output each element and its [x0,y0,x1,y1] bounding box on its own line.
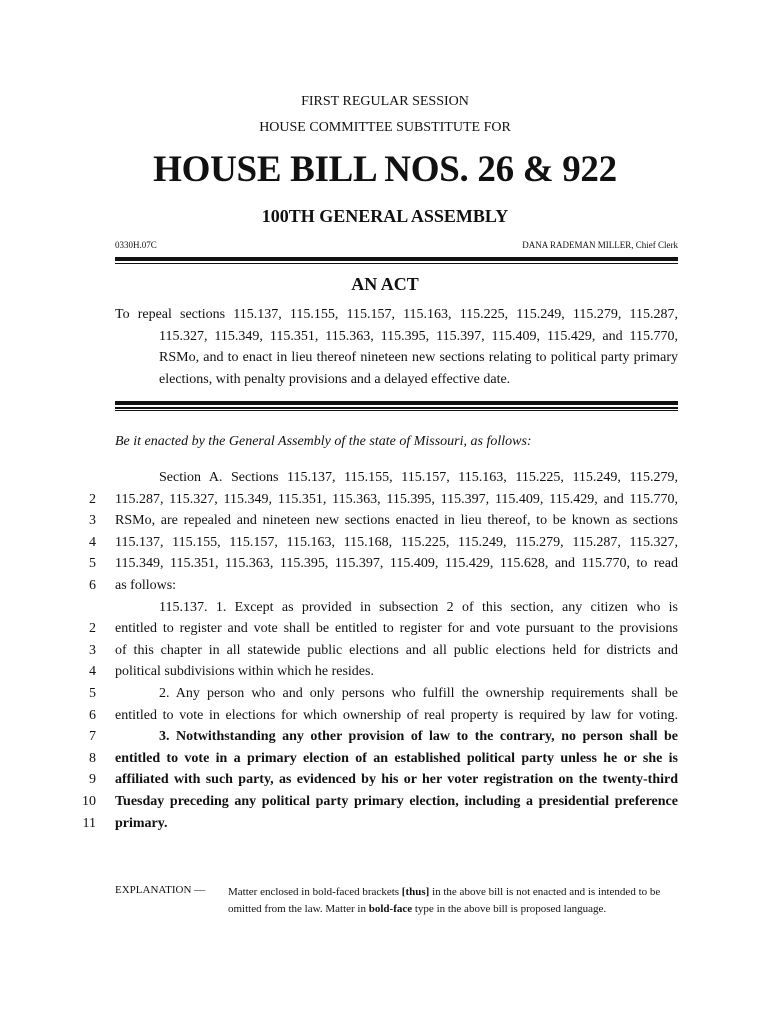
line-text: political subdivisions within which he resides. [115,664,374,680]
line-text: 115.287, 115.327, 115.349, 115.351, 115.363, 115.395, 115.397, 115.409, 115.429, and 115.770, [115,491,678,507]
explanation-label: EXPLANATION — [115,884,206,896]
line-text: entitled to vote in elections for which ownership of real property is required by law for voting. [115,707,678,723]
bill-line [0,618,770,640]
line-number: 5 [89,556,96,572]
bill-line [0,791,770,813]
bill-line [0,748,770,770]
bill-line [0,705,770,727]
bill-text [0,467,770,834]
line-number: 6 [89,707,96,723]
line-number: 8 [89,750,96,766]
explanation-part: type in the above bill is proposed language. [412,903,607,915]
line-text: as follows: [115,577,177,593]
bill-line [0,683,770,705]
line-text-bold: Tuesday preceding any political party primary election, including a presidential preference [115,793,678,809]
line-text: 115.137. 1. Except as provided in subsection 2 of this section, any citizen who is [159,599,678,615]
bill-line [0,489,770,511]
bill-line [0,467,770,489]
bill-line [0,553,770,575]
bill-line [0,532,770,554]
bill-line [0,769,770,791]
line-number: 3 [89,513,96,529]
bill-line [0,597,770,619]
line-text-bold: primary. [115,815,168,831]
chief-clerk: DANA RADEMAN MILLER, Chief Clerk [522,240,678,250]
line-number: 2 [89,621,96,637]
bill-title: HOUSE BILL NOS. 26 & 922 [153,149,617,190]
line-text: entitled to register and vote shall be entitled to register for and vote pursuant to the provisions [115,621,678,637]
divider-thin [115,263,678,264]
line-text: Section A. Sections 115.137, 115.155, 115.157, 115.163, 115.225, 115.249, 115.279, [159,470,678,485]
divider-thin [115,410,678,411]
act-title: AN ACT [351,274,419,294]
line-number: 5 [89,685,96,701]
line-text-bold: 3. Notwithstanding any other provision of law to the contrary, no person shall be [159,729,678,745]
line-number: 6 [89,577,96,593]
line-text-bold: affiliated with such party, as evidenced by his or her voter registration on the twenty-third [115,772,678,788]
explanation-boldface: bold-face [368,903,413,915]
line-text: of this chapter in all statewide public elections and all public elections held for districts and [115,642,678,658]
bill-line [0,661,770,683]
substitute-heading: HOUSE COMMITTEE SUBSTITUTE FOR [259,120,511,135]
enacting-clause: Be it enacted by the General Assembly of the state of Missouri, as follows: [115,434,532,449]
explanation-bracket: [thus] [401,886,430,898]
bill-line [0,813,770,835]
line-number: 2 [89,491,96,507]
divider-thick [115,401,678,405]
bill-line [0,510,770,532]
divider-mid [115,407,678,409]
line-text: 2. Any person who and only persons who fulfill the ownership requirements shall be [159,685,678,701]
assembly-heading: 100TH GENERAL ASSEMBLY [261,206,509,226]
line-number: 9 [89,772,96,788]
session-heading: FIRST REGULAR SESSION [301,94,469,109]
act-summary-rest: 115.327, 115.349, 115.351, 115.363, 115.395, 115.397, 115.409, 115.429, and 115.770, RSMo, and to enact in lieu thereof nineteen new sections relating to political party primary elections, with penalty provisions and a delayed effective date. [159,328,678,387]
explanation-part: in the above bill is not enacted and is intended to be omitted from the law. Matter in [228,886,661,915]
line-number: 3 [89,642,96,658]
line-number: 4 [89,664,96,680]
bill-line [0,726,770,748]
divider-thick [115,257,678,261]
explanation-text [228,884,680,918]
line-text: 115.349, 115.351, 115.363, 115.395, 115.397, 115.409, 115.429, 115.628, and 115.770, to read [115,556,678,572]
line-number: 11 [82,815,96,831]
line-number: 4 [89,534,96,550]
act-summary [115,304,678,390]
explanation-part: Matter enclosed in bold-faced brackets [228,886,402,898]
line-text: RSMo, are repealed and nineteen new sections enacted in lieu thereof, to be known as sections [115,513,678,529]
bill-code: 0330H.07C [115,240,157,250]
bill-line [0,575,770,597]
act-summary-first-line: To repeal sections 115.137, 115.155, 115.157, 115.163, 115.225, 115.249, 115.279, 115.287, [115,307,678,322]
line-text-bold: entitled to vote in a primary election of an established political party unless he or she is [115,750,678,766]
bill-line [0,640,770,662]
line-text: 115.137, 115.155, 115.157, 115.163, 115.168, 115.225, 115.249, 115.279, 115.287, 115.327, [115,534,678,550]
line-number: 10 [82,793,96,809]
line-number: 7 [89,729,96,745]
